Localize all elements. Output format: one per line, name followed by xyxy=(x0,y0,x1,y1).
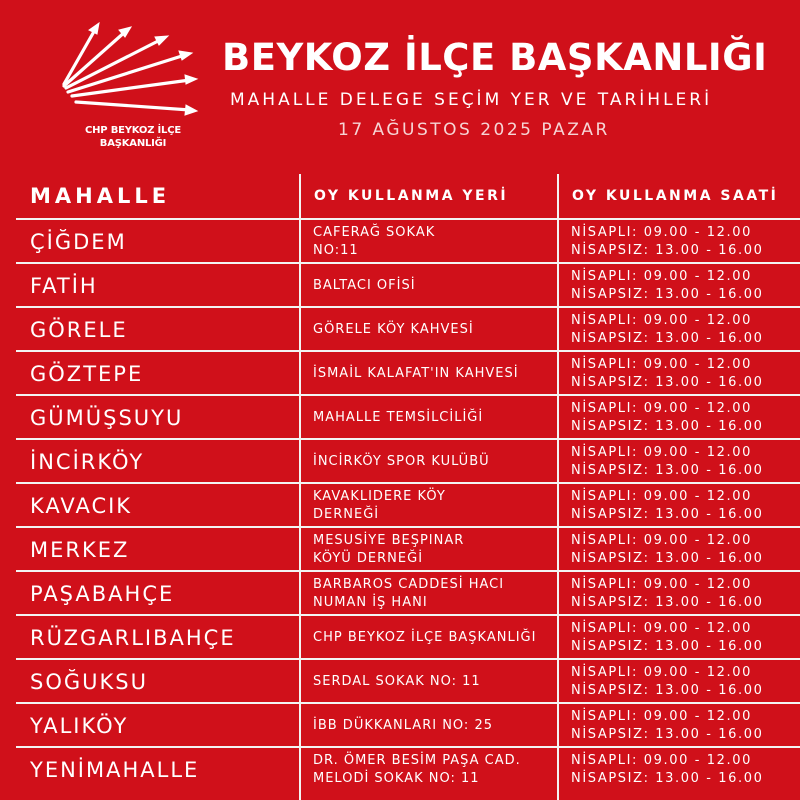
voting-place-line1: İNCİRKÖY SPOR KULÜBÜ xyxy=(313,454,490,469)
voting-hours xyxy=(571,484,796,528)
mahalle-name: RÜZGARLIBAHÇE xyxy=(30,626,236,650)
table-row xyxy=(0,308,800,352)
voting-hours-no-quorum: NİSAPSIZ: 13.00 - 16.00 xyxy=(571,727,764,742)
mahalle-name: SOĞUKSU xyxy=(30,670,148,694)
voting-hours xyxy=(571,352,796,396)
column-header-mahalle: MAHALLE xyxy=(30,184,171,208)
voting-hours-quorum: NİSAPLI: 09.00 - 12.00 xyxy=(571,753,752,768)
voting-hours xyxy=(571,704,796,748)
voting-place xyxy=(313,352,558,396)
voting-place-line1: İBB DÜKKANLARI NO: 25 xyxy=(313,718,493,733)
mahalle-name: GÖRELE xyxy=(30,318,128,342)
voting-hours-quorum: NİSAPLI: 09.00 - 12.00 xyxy=(571,357,752,372)
chp-logo xyxy=(58,22,208,152)
table-row xyxy=(0,220,800,264)
mahalle-name: YENİMAHALLE xyxy=(30,758,200,782)
voting-hours xyxy=(571,440,796,484)
voting-hours-quorum: NİSAPLI: 09.00 - 12.00 xyxy=(571,269,752,284)
voting-hours xyxy=(571,308,796,352)
voting-place xyxy=(313,748,558,792)
voting-hours xyxy=(571,396,796,440)
voting-place-line1: DR. ÖMER BESİM PAŞA CAD. xyxy=(313,753,521,768)
voting-hours-quorum: NİSAPLI: 09.00 - 12.00 xyxy=(571,225,752,240)
voting-hours-no-quorum: NİSAPSIZ: 13.00 - 16.00 xyxy=(571,551,764,566)
voting-place-line1: İSMAİL KALAFAT'IN KAHVESİ xyxy=(313,366,519,381)
voting-hours xyxy=(571,572,796,616)
voting-hours-no-quorum: NİSAPSIZ: 13.00 - 16.00 xyxy=(571,287,764,302)
voting-place xyxy=(313,528,558,572)
mahalle-name: MERKEZ xyxy=(30,538,130,562)
page-subtitle: MAHALLE DELEGE SEÇİM YER VE TARİHLERİ xyxy=(230,90,713,110)
voting-hours-quorum: NİSAPLI: 09.00 - 12.00 xyxy=(571,709,752,724)
voting-hours xyxy=(571,616,796,660)
mahalle-name: KAVACIK xyxy=(30,494,133,518)
table-row xyxy=(0,748,800,792)
voting-place-line1: BALTACI OFİSİ xyxy=(313,278,416,293)
voting-hours-no-quorum: NİSAPSIZ: 13.00 - 16.00 xyxy=(571,463,764,478)
logo-text-line2: BAŞKANLIĞI xyxy=(99,138,167,149)
voting-place-line1: BARBAROS CADDESİ HACI xyxy=(313,577,505,592)
voting-hours xyxy=(571,264,796,308)
voting-hours-no-quorum: NİSAPSIZ: 13.00 - 16.00 xyxy=(571,639,764,654)
voting-place xyxy=(313,660,558,704)
voting-hours-no-quorum: NİSAPSIZ: 13.00 - 16.00 xyxy=(571,683,764,698)
mahalle-name: İNCİRKÖY xyxy=(30,450,145,474)
voting-place-line2: MELODİ SOKAK NO: 11 xyxy=(313,771,480,786)
six-arrows-icon xyxy=(58,22,208,132)
voting-place xyxy=(313,616,558,660)
voting-place-line1: CHP BEYKOZ İLÇE BAŞKANLIĞI xyxy=(313,630,537,645)
table-row xyxy=(0,660,800,704)
event-date: 17 AĞUSTOS 2025 PAZAR xyxy=(338,120,610,140)
table-row xyxy=(0,528,800,572)
voting-place-line2: NO:11 xyxy=(313,243,359,258)
voting-hours-quorum: NİSAPLI: 09.00 - 12.00 xyxy=(571,401,752,416)
voting-hours-no-quorum: NİSAPSIZ: 13.00 - 16.00 xyxy=(571,507,764,522)
mahalle-name: GÜMÜŞSUYU xyxy=(30,406,184,430)
column-header-saat: OY KULLANMA SAATİ xyxy=(572,188,779,204)
voting-place-line1: GÖRELE KÖY KAHVESİ xyxy=(313,322,474,337)
voting-hours xyxy=(571,660,796,704)
voting-place-line1: SERDAL SOKAK NO: 11 xyxy=(313,674,481,689)
column-header-yer: OY KULLANMA YERİ xyxy=(314,188,509,204)
voting-hours-no-quorum: NİSAPSIZ: 13.00 - 16.00 xyxy=(571,595,764,610)
mahalle-name: YALIKÖY xyxy=(30,714,129,738)
voting-place-line2: DERNEĞİ xyxy=(313,507,380,522)
page-title: BEYKOZ İLÇE BAŞKANLIĞI xyxy=(222,36,768,79)
voting-hours-quorum: NİSAPLI: 09.00 - 12.00 xyxy=(571,665,752,680)
mahalle-name: GÖZTEPE xyxy=(30,362,144,386)
table-row xyxy=(0,704,800,748)
voting-hours-quorum: NİSAPLI: 09.00 - 12.00 xyxy=(571,489,752,504)
voting-hours-quorum: NİSAPLI: 09.00 - 12.00 xyxy=(571,313,752,328)
voting-place-line1: CAFERAĞ SOKAK xyxy=(313,225,436,240)
voting-place xyxy=(313,440,558,484)
voting-place-line2: KÖYÜ DERNEĞİ xyxy=(313,551,424,566)
voting-place-line2: NUMAN İŞ HANI xyxy=(313,595,428,610)
voting-hours xyxy=(571,528,796,572)
voting-place xyxy=(313,308,558,352)
mahalle-name: FATİH xyxy=(30,274,98,298)
mahalle-name: ÇİĞDEM xyxy=(30,230,127,254)
voting-place xyxy=(313,704,558,748)
voting-place xyxy=(313,484,558,528)
logo-text-line1: CHP BEYKOZ İLÇE xyxy=(84,125,181,136)
voting-place xyxy=(313,264,558,308)
table-row xyxy=(0,572,800,616)
table-header xyxy=(0,174,800,218)
voting-hours-no-quorum: NİSAPSIZ: 13.00 - 16.00 xyxy=(571,771,764,786)
voting-place xyxy=(313,220,558,264)
voting-place xyxy=(313,396,558,440)
voting-hours-no-quorum: NİSAPSIZ: 13.00 - 16.00 xyxy=(571,331,764,346)
voting-hours-no-quorum: NİSAPSIZ: 13.00 - 16.00 xyxy=(571,375,764,390)
voting-hours-quorum: NİSAPLI: 09.00 - 12.00 xyxy=(571,445,752,460)
voting-hours-quorum: NİSAPLI: 09.00 - 12.00 xyxy=(571,533,752,548)
voting-hours-quorum: NİSAPLI: 09.00 - 12.00 xyxy=(571,621,752,636)
logo-text xyxy=(78,124,188,150)
voting-place-line1: MAHALLE TEMSİLCİLİĞİ xyxy=(313,410,484,425)
table-row xyxy=(0,264,800,308)
voting-place-line1: KAVAKLIDERE KÖY xyxy=(313,489,446,504)
table-row xyxy=(0,352,800,396)
voting-hours-no-quorum: NİSAPSIZ: 13.00 - 16.00 xyxy=(571,243,764,258)
voting-hours-quorum: NİSAPLI: 09.00 - 12.00 xyxy=(571,577,752,592)
table-row xyxy=(0,616,800,660)
voting-hours xyxy=(571,220,796,264)
table-row xyxy=(0,440,800,484)
voting-place xyxy=(313,572,558,616)
mahalle-name: PAŞABAHÇE xyxy=(30,582,175,606)
voting-hours-no-quorum: NİSAPSIZ: 13.00 - 16.00 xyxy=(571,419,764,434)
voting-place-line1: MESUSİYE BEŞPINAR xyxy=(313,533,465,548)
table-row xyxy=(0,396,800,440)
voting-hours xyxy=(571,748,796,792)
table-row xyxy=(0,484,800,528)
